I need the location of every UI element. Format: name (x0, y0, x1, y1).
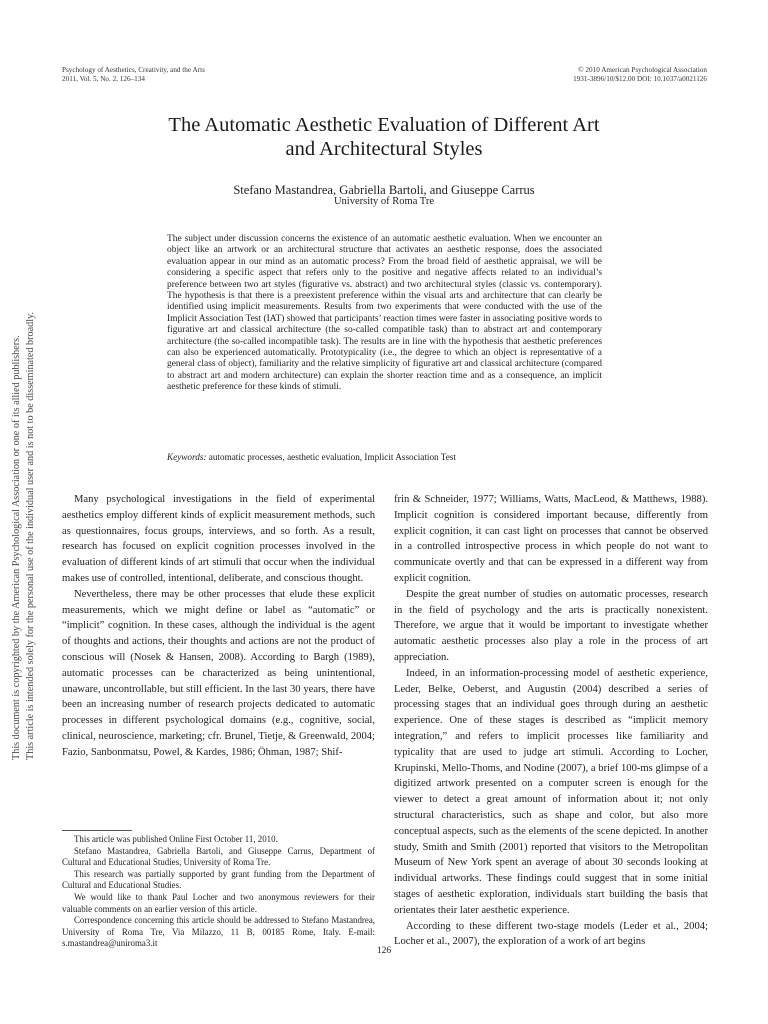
paragraph: Despite the great number of studies on automatic processes, research in the field of psychology and the arts is practically nonexistent. Therefore, we argue that it would be important to investigate whether automatic aesthetic processes also play a role in the process of art appreciation. (394, 588, 708, 663)
paragraph: Many psychological investigations in the field of experimental aesthetics employ different kinds of explicit measurement methods, such as questionnaires, focus groups, interviews, and so forth. As a result, research has focused on explicit cognition processes involved in the evaluation of different kinds of art stimuli that occur when the individual makes use of controlled, intentional, deliberate, and conscious thought. (62, 494, 375, 584)
footnote: This research was partially supported by grant funding from the Department of Cultural and Educational Studies. (62, 868, 375, 891)
affiliation: University of Roma Tre (333, 196, 435, 207)
copyright-header (573, 66, 707, 83)
doi-line: 1931-3896/10/$12.00 DOI: 10.1037/a0021126 (573, 74, 707, 83)
side-notice-line-2: This article is intended solely for the personal use of the individual user and is not to be disseminated broadly. (25, 311, 36, 760)
authors: Stefano Mastandrea, Gabriella Bartoli, and Giuseppe Carrus (233, 183, 535, 197)
footnotes (62, 834, 375, 950)
title-line-2: and Architectural Styles (285, 138, 483, 160)
page-number: 126 (376, 946, 392, 956)
abstract: The subject under discussion concerns the existence of an automatic aesthetic evaluation. When we encounter an object like an artwork or an architectural structure that activates an aesthetic response, does the associated evaluation appear in our mind as an automatic process? From the broad field of aesthetic appraisal, we will be considering a specific aspect that refers only to the positive and negative affects related to an individual’s preference between two art styles (figurative vs. abstract) and two architectural styles (classic vs. contemporary). The hypothesis is that there is a preexistent preference within the visual arts and architecture that can clearly be identified using implicit measurements. Results from two experiments that were conducted with the use of the Implicit Association Test (IAT) showed that participants’ reaction times were faster in associating positive words to figurative art and classical architecture (the so-called compatible task) than to abstract art and contemporary architecture (the so-called incompatible task). The results are in line with the hypothesis that aesthetic preferences can also be experienced automatically. Prototypicality (i.e., the degree to which an object is representative of a general class of object), familiarity and the relative simplicity of figurative art and classical architecture (compared to abstract art and modern architecture) can explain the shorter reaction time and as a consequence, an implicit aesthetic preference for these kinds of stimuli. (167, 234, 602, 393)
paragraph: Indeed, in an information-processing model of aesthetic experience, Leder, Belke, Oeberst, and Augustin (2004) described a series of processing stages that an individual goes through during an aesthetic experience. One of these stages is described as “implicit memory integration,” and refers to implicit processes like familiarity and typicality that are used to judge art stimuli. According to Locher, Krupinski, Mello-Thoms, and Nodine (2007), a brief 100-ms glimpse of a digitized artwork presented on a computer screen is enough for the viewer to detect a great amount of information about it; not only structural characteristics, such as shape and color, but also more conceptual aspects, such as the elements of the scene depicted. In another study, Smith and Smith (2001) reported that visitors to the Metropolitan Museum of New York spent an average of about 30 seconds looking at individual artworks. These findings could suggest that in some initial stages of aesthetic exploration, individuals start building the basis that orientates their later aesthetic experience. (394, 667, 708, 916)
journal-volume: 2011, Vol. 5, No. 2, 126–134 (62, 74, 145, 83)
keywords (167, 452, 602, 463)
journal-name: Psychology of Aesthetics, Creativity, and the Arts (62, 66, 205, 74)
paragraph: Nevertheless, there may be other processes that elude these explicit measurements, which we might define or label as “automatic” or “implicit” cognition. In these cases, although the individual is the agent of thoughts and actions, their thoughts and actions are not the product of conscious will (Nosek & Hansen, 2008). According to Bargh (1989), automatic processes can be characterized as being unintentional, unaware, uncontrollable, but still efficient. In the last 30 years, there have been an increasing number of research projects dedicated to automatic processes in different psychological domains (e.g., cognitive, social, clinical, neuroscience, marketing; cfr. Brunel, Tietje, & Greenwald, 2004; Fazio, Sanbonmatsu, Powel, & Kardes, 1986; Öhman, 1987; Shif- (62, 588, 375, 758)
journal-header (62, 66, 205, 83)
body-column-right (394, 492, 708, 950)
body-column-left (62, 492, 375, 761)
copyright-side-notice (10, 280, 38, 760)
article-title (100, 113, 668, 161)
keywords-label: Keywords: (167, 452, 207, 462)
copyright-line: © 2010 American Psychological Association (578, 66, 707, 74)
footnote: We would like to thank Paul Locher and two anonymous reviewers for their valuable comments on an earlier version of this article. (62, 891, 375, 914)
side-notice-line-1: This document is copyrighted by the American Psychological Association or one of its allied publishers. (11, 335, 22, 760)
footnote: This article was published Online First October 11, 2010. (74, 834, 278, 844)
paragraph: According to these different two-stage models (Leder et al., 2004; Locher et al., 2007), the exploration of a work of art begins (394, 920, 708, 948)
footnote: Correspondence concerning this article should be addressed to Stefano Mastandrea, University of Roma Tre, Via Milazzo, 11 B, 00185 Rome, Italy. E-mail: s.mastandrea@uniroma3.it (62, 915, 375, 949)
paragraph: frin & Schneider, 1977; Williams, Watts, MacLeod, & Matthews, 1988). Implicit cognition is considered important because, differently from explicit cognition, it can cast light on processes that cannot be observed in a controlled introspective process in which people do not want to communicate overtly and that can be expressed in a different way from explicit cognition. (394, 494, 708, 584)
footnote-divider (62, 830, 132, 831)
footnote: Stefano Mastandrea, Gabriella Bartoli, and Giuseppe Carrus, Department of Cultural and Educational Studies, University of Roma Tre. (62, 845, 375, 868)
keywords-text: automatic processes, aesthetic evaluation, Implicit Association Test (208, 452, 456, 462)
title-line-1: The Automatic Aesthetic Evaluation of Different Art (168, 114, 600, 136)
